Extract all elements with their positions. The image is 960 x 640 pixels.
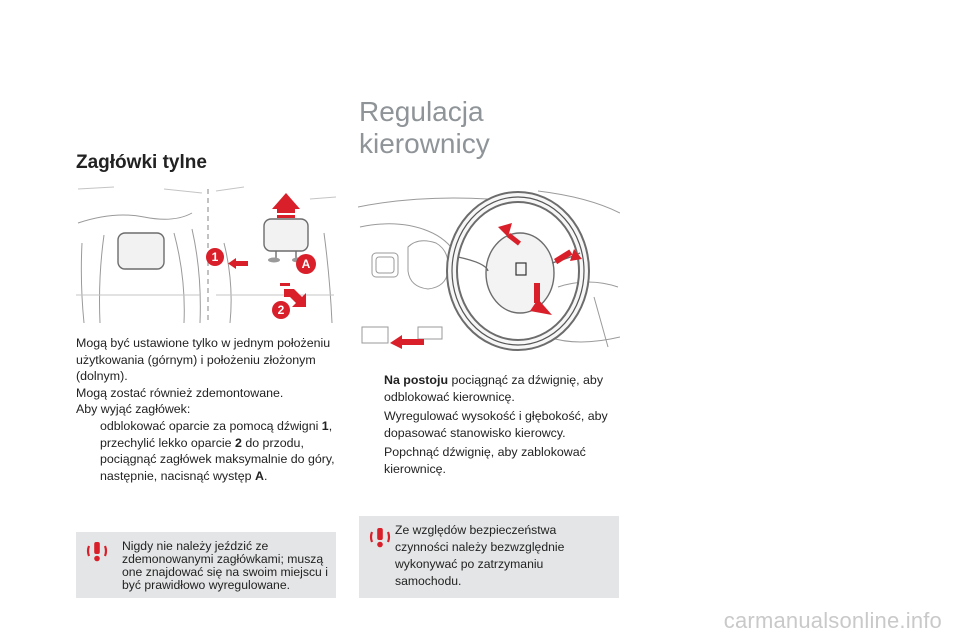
note-line: one znajdować się na swoim miejscu i xyxy=(122,565,328,579)
warning-note-headrests xyxy=(76,532,336,598)
headrest-steps xyxy=(76,418,338,484)
intro-line: Mogą zostać również zdemontowane. xyxy=(76,385,284,400)
callout-2: 2 xyxy=(272,301,290,319)
rear-headrest-illustration xyxy=(74,183,336,325)
intro-line: Mogą być ustawione tylko w jednym położeniu xyxy=(76,336,331,350)
steering-steps xyxy=(360,372,622,478)
section-heading-steering-adjustment xyxy=(359,96,490,160)
callout-a: A xyxy=(296,254,316,274)
exclamation-warning-icon xyxy=(86,540,108,562)
note-line: wykonywać po zatrzymaniu xyxy=(395,557,544,571)
list-item: pociągnąć zagłówek maksymalnie do góry, xyxy=(100,452,335,467)
warning-note-steering xyxy=(359,516,619,598)
note-line: samochodu. xyxy=(395,574,462,588)
note-line: Nigdy nie należy jeździć ze xyxy=(122,539,269,553)
steering-instructions xyxy=(360,372,622,480)
intro-line: (dolnym). xyxy=(76,369,128,384)
note-line: zdemonowanymi zagłówkami; muszą xyxy=(122,552,324,566)
headrest-instructions xyxy=(76,335,338,484)
list-item: przechylić lekko oparcie 2 do przodu, xyxy=(100,435,304,450)
list-item: Popchnąć dźwignię, aby zablokować kierownicę. xyxy=(384,445,586,476)
watermark: carmanualsonline.info xyxy=(723,608,942,633)
heading-line: Regulacja xyxy=(359,96,484,127)
heading-line: kierownicy xyxy=(359,128,490,159)
callout-1: 1 xyxy=(206,248,224,266)
intro-line: użytkowania (górnym) i położeniu złożonym xyxy=(76,352,316,367)
section-heading-rear-headrests: Zagłówki tylne xyxy=(76,152,207,173)
intro-line: Aby wyjąć zagłówek: xyxy=(76,402,191,417)
steering-wheel-illustration xyxy=(358,187,620,357)
note-line: Ze względów bezpieczeństwa xyxy=(395,523,557,537)
list-item: następnie, nacisnąć występ A. xyxy=(100,468,268,483)
list-item: odblokować oparcie za pomocą dźwigni 1, xyxy=(100,418,333,433)
list-item: Wyregulować wysokość i głębokość, aby dopasować stanowisko kierowcy. xyxy=(384,409,608,440)
note-line: być prawidłowo wyregulowane. xyxy=(122,578,291,592)
exclamation-warning-icon xyxy=(369,526,391,548)
up-arrow-icon xyxy=(272,193,300,218)
note-line: czynności należy bezwzględnie xyxy=(395,540,565,554)
list-item: Na postoju pociągnąć za dźwignię, aby odblokować kierownicę. xyxy=(384,373,604,404)
